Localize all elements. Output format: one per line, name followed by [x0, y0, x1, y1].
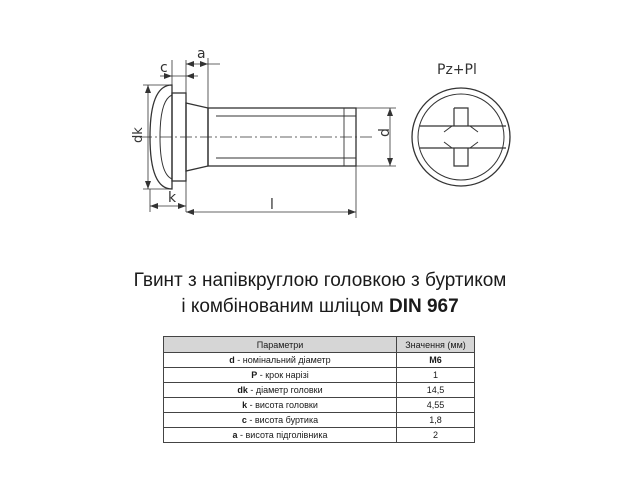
- label-c: c: [160, 60, 168, 76]
- title-line-2-text: і комбінованим шліцом: [181, 296, 389, 317]
- param-description: - крок нарізі: [257, 370, 309, 380]
- param-symbol: c: [241, 415, 247, 425]
- param-cell: [164, 398, 397, 413]
- param-value: 2: [397, 428, 475, 443]
- header-parameters: Параметри: [164, 337, 397, 353]
- param-symbol: a: [232, 430, 238, 440]
- end-view-outer-circle: [412, 88, 510, 186]
- phillips-cross: [454, 108, 468, 166]
- param-value: 1: [397, 368, 475, 383]
- param-value: 14,5: [397, 383, 475, 398]
- table-row: [164, 353, 475, 368]
- label-a: a: [197, 46, 206, 62]
- end-view-inner-circle: [418, 94, 504, 180]
- param-value: 1,8: [397, 413, 475, 428]
- param-cell: [164, 413, 397, 428]
- table-row: [164, 398, 475, 413]
- label-drive-type: Pz+Pl: [437, 62, 477, 78]
- param-symbol: d: [229, 355, 235, 365]
- label-l: l: [270, 197, 274, 213]
- table-row: [164, 428, 475, 443]
- param-value: M6: [429, 355, 442, 365]
- title-line-1: Гвинт з напівкруглою головкою з буртиком: [133, 270, 507, 291]
- table-row: [164, 383, 475, 398]
- param-cell: [164, 383, 397, 398]
- value-cell: [397, 353, 475, 368]
- header-values: Значення (мм): [397, 337, 475, 353]
- param-cell: [164, 368, 397, 383]
- title-line-2: [0, 294, 640, 320]
- parameters-table: [163, 336, 475, 443]
- table-row: [164, 413, 475, 428]
- param-symbol: k: [242, 400, 248, 410]
- param-cell: [164, 428, 397, 443]
- param-description: - номінальний діаметр: [234, 355, 331, 365]
- table-row: [164, 368, 475, 383]
- param-symbol: dk: [237, 385, 248, 395]
- param-description: - висота підголівника: [237, 430, 328, 440]
- label-dk: dk: [131, 127, 146, 143]
- label-k: k: [168, 190, 177, 206]
- param-cell: [164, 353, 397, 368]
- label-d: d: [377, 128, 393, 137]
- param-description: - висота буртика: [246, 415, 319, 425]
- param-description: - діаметр головки: [247, 385, 323, 395]
- param-description: - висота головки: [247, 400, 318, 410]
- param-value: 4,55: [397, 398, 475, 413]
- title-standard: DIN 967: [388, 296, 459, 317]
- param-symbol: P: [251, 370, 258, 380]
- screw-end-view: [412, 88, 510, 186]
- table-header-row: [164, 337, 475, 353]
